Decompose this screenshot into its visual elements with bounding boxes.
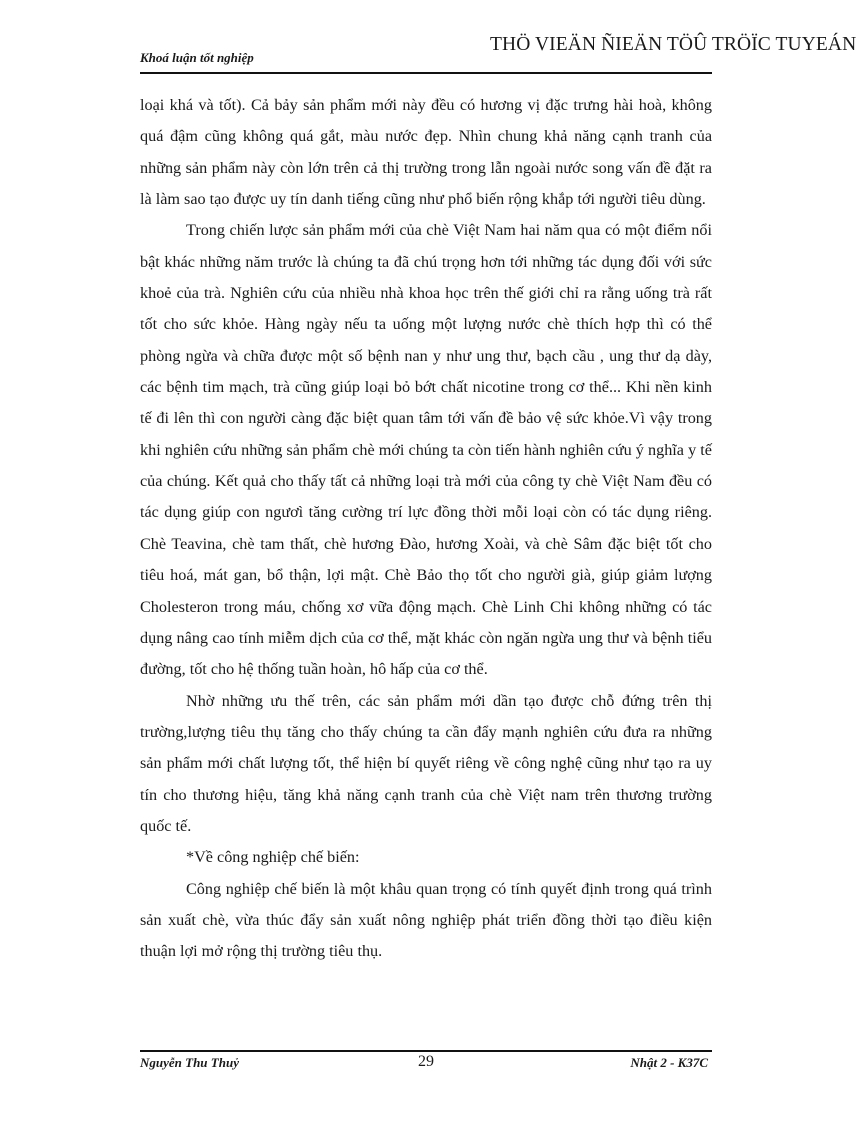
paragraph: Nhờ những ưu thế trên, các sản phẩm mới dần tạo được chỗ đứng trên thị trường,lượng tiêu thụ tăng cho thấy chúng ta cần đẩy mạnh nghiên cứu đưa ra những sản phẩm mới chất lượng tốt, thể hiện bí quyết riêng về công nghệ cũng như tạo ra uy tín cho thương hiệu, tăng khả năng cạnh tranh của chè Việt nam trên thương trường quốc tế. xyxy=(140,691,712,835)
footer-class: Nhật 2 - K37C xyxy=(630,1055,708,1070)
header-divider xyxy=(140,72,712,74)
paragraph: loại khá và tốt). Cả bảy sản phẩm mới này đều có hương vị đặc trưng hài hoà, không quá đậm cũng không quá gắt, màu nước đẹp. Nhìn chung khả năng cạnh tranh của những sản phẩm này còn lớn trên cả thị trường trong lẫn ngoài nước song vấn đề đặt ra là làm sao tạo được uy tín danh tiếng cũng như phổ biến rộng khắp tới người tiêu dùng. xyxy=(140,96,712,209)
header-title: Khoá luận tốt nghiệp xyxy=(140,50,254,65)
footer-author: Nguyễn Thu Thuỷ xyxy=(140,1055,239,1070)
header-library-banner: THÖ VIEÄN ÑIEÄN TÖÛ TRÖÏC TUYEÁN xyxy=(490,34,856,55)
footer-divider xyxy=(140,1050,712,1052)
paragraph: Trong chiến lược sản phẩm mới của chè Việt Nam hai năm qua có một điểm nổi bật khác những năm trước là chúng ta đã chú trọng hơn tới những tác dụng đối với sức khoẻ của trà. Nghiên cứu của nhiều nhà khoa học trên thế giới chỉ ra rằng uống trà rất tốt cho sức khỏe. Hàng ngày nếu ta uống một lượng nước chè thích hợp thì có thể phòng ngừa và chữa được một số bệnh nan y như ung thư, bạch cầu , ung thư dạ dày, các bệnh tim mạch, trà cũng giúp loại bỏ bớt chất nicotine trong cơ thể... Khi nền kinh tế đi lên thì con người càng đặc biệt quan tâm tới vấn đề bảo vệ sức khỏe.Vì vậy trong khi nghiên cứu những sản phẩm chè mới chúng ta còn tiến hành nghiên cứu ý nghĩa y tế của chúng. Kết quả cho thấy tất cả những loại trà mới của công ty chè Việt Nam đều có tác dụng giúp con ngươì tăng cường trí lực đồng thời mỗi loại còn có tác dụng riêng. Chè Teavina, chè tam thất, chè hương Đào, hương Xoài, và chè Sâm đặc biệt tốt cho tiêu hoá, mát gan, bổ thận, lợi mật. Chè Bảo thọ tốt cho người già, giúp giảm lượng Cholesteron trong máu, chống xơ vữa động mạch. Chè Linh Chi không những có tác dụng nâng cao tính miễm dịch của cơ thể, mặt khác còn ngăn ngừa ung thư và bệnh tiểu đường, tốt cho hệ thống tuần hoàn, hô hấp của cơ thể. xyxy=(140,221,712,679)
page-number: 29 xyxy=(418,1053,434,1070)
section-heading: *Về công nghiệp chế biến: xyxy=(186,848,360,867)
paragraph: Công nghiệp chế biến là một khâu quan trọng có tính quyết định trong quá trình sản xuất chè, vừa thúc đẩy sản xuất nông nghiệp phát triển đồng thời tạo điều kiện thuận lợi mở rộng thị trường tiêu thụ. xyxy=(140,879,712,961)
document-body xyxy=(140,90,712,968)
